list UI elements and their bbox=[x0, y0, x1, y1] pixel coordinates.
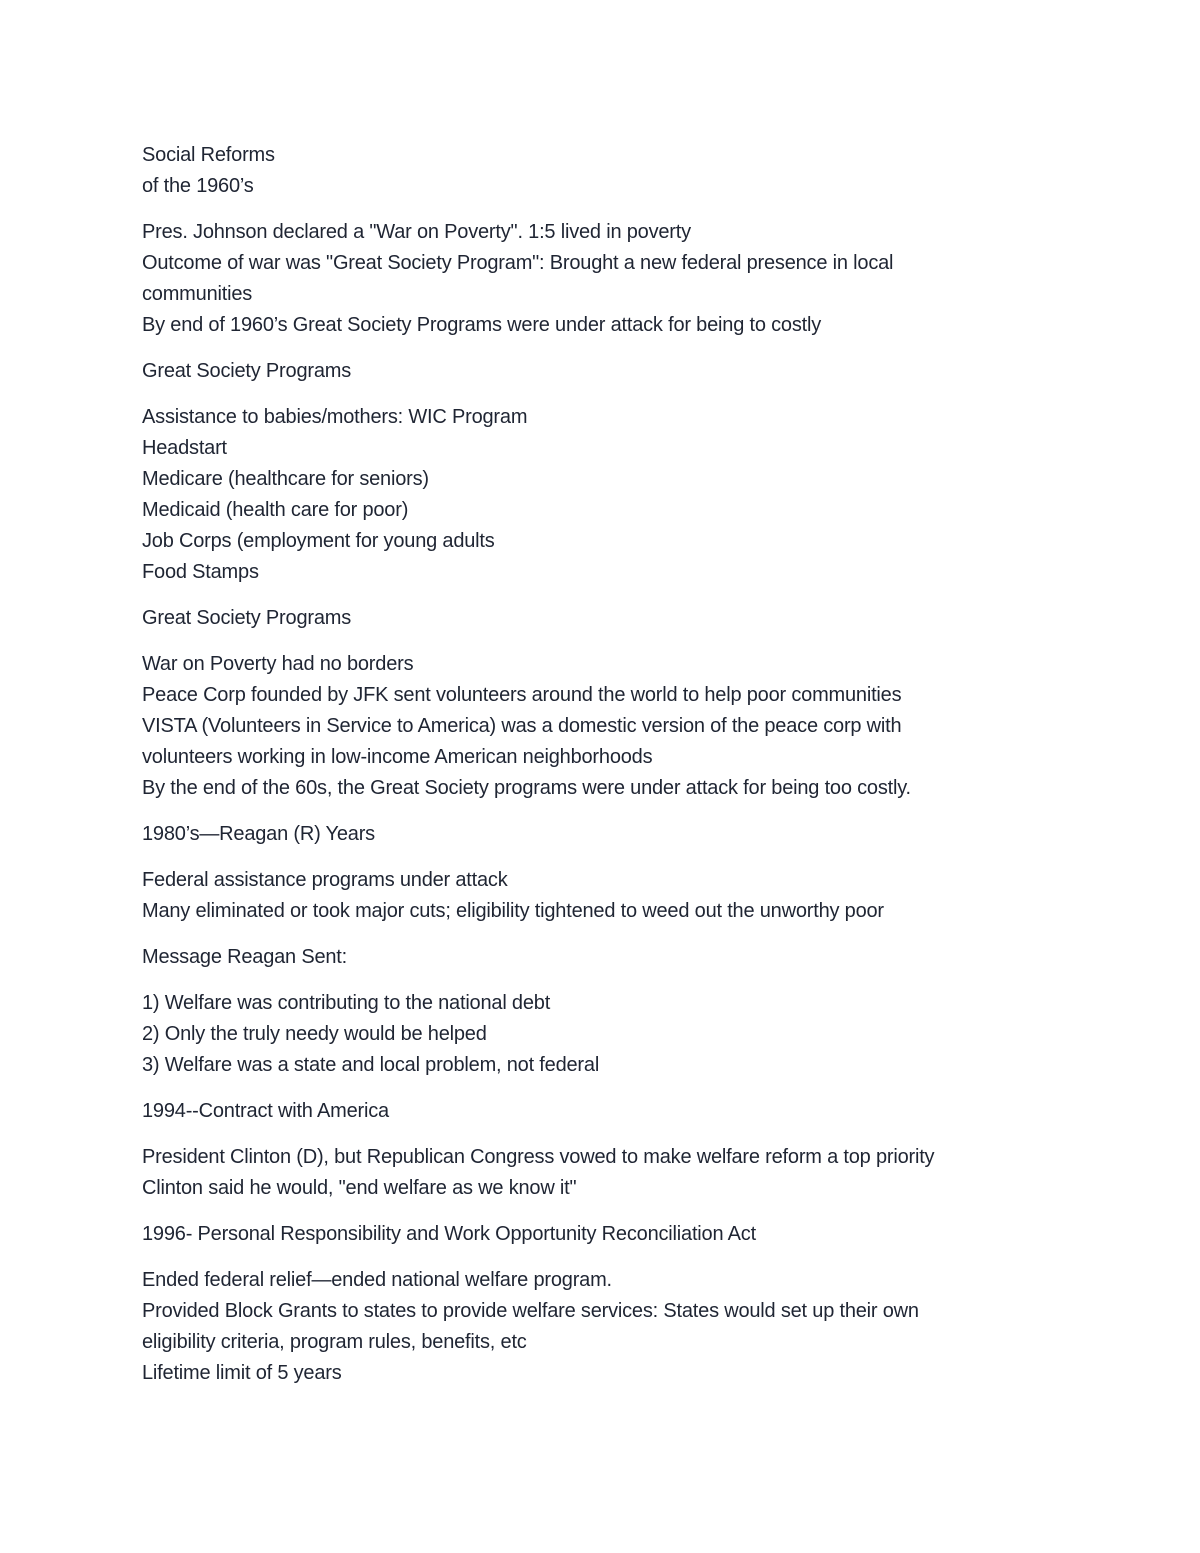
list-item: Headstart bbox=[142, 437, 227, 459]
text-line: Lifetime limit of 5 years bbox=[142, 1362, 342, 1384]
section-heading bbox=[142, 356, 1042, 387]
text-line: Peace Corp founded by JFK sent volunteers around the world to help poor communities bbox=[142, 684, 902, 706]
war-on-poverty-paragraph bbox=[142, 217, 1042, 341]
list-item: Medicaid (health care for poor) bbox=[142, 499, 409, 521]
text-line: communities bbox=[142, 283, 253, 305]
document-title: Social Reforms bbox=[142, 144, 275, 166]
section-heading bbox=[142, 1096, 1042, 1127]
clinton-paragraph bbox=[142, 1142, 1042, 1204]
numbered-item: 2) Only the truly needy would be helped bbox=[142, 1023, 487, 1045]
list-item: Assistance to babies/mothers: WIC Program bbox=[142, 406, 528, 428]
text-line: Pres. Johnson declared a "War on Poverty". 1:5 lived in poverty bbox=[142, 221, 691, 243]
text-line: By the end of the 60s, the Great Society programs were under attack for being too costly. bbox=[142, 777, 911, 799]
section-heading bbox=[142, 603, 1042, 634]
numbered-item: 3) Welfare was a state and local problem, not federal bbox=[142, 1054, 600, 1076]
list-item: Medicare (healthcare for seniors) bbox=[142, 468, 429, 490]
document-body bbox=[142, 140, 1042, 1404]
no-borders-paragraph bbox=[142, 649, 1042, 804]
title-block bbox=[142, 140, 1042, 202]
heading-prwora-1996: 1996- Personal Responsibility and Work Opportunity Reconciliation Act bbox=[142, 1223, 756, 1245]
reagan-message-list bbox=[142, 988, 1042, 1081]
text-line: Ended federal relief—ended national welfare program. bbox=[142, 1269, 612, 1291]
heading-reagan-years: 1980’s—Reagan (R) Years bbox=[142, 823, 375, 845]
text-line: eligibility criteria, program rules, benefits, etc bbox=[142, 1331, 527, 1353]
text-line: Provided Block Grants to states to provide welfare services: States would set up their own bbox=[142, 1300, 919, 1322]
heading-great-society-programs: Great Society Programs bbox=[142, 607, 352, 629]
section-heading bbox=[142, 819, 1042, 850]
reagan-paragraph bbox=[142, 865, 1042, 927]
heading-contract-with-america: 1994--Contract with America bbox=[142, 1100, 389, 1122]
section-heading bbox=[142, 1219, 1042, 1250]
list-item: Food Stamps bbox=[142, 561, 259, 583]
act-paragraph bbox=[142, 1265, 1042, 1389]
heading-great-society-programs: Great Society Programs bbox=[142, 360, 352, 382]
text-line: Outcome of war was "Great Society Program": Brought a new federal presence in local bbox=[142, 252, 894, 274]
heading-message-reagan-sent: Message Reagan Sent: bbox=[142, 946, 348, 968]
section-heading bbox=[142, 942, 1042, 973]
document-subtitle: of the 1960’s bbox=[142, 175, 254, 197]
text-line: Federal assistance programs under attack bbox=[142, 869, 508, 891]
list-item: Job Corps (employment for young adults bbox=[142, 530, 495, 552]
text-line: Clinton said he would, "end welfare as we know it" bbox=[142, 1177, 577, 1199]
text-line: War on Poverty had no borders bbox=[142, 653, 414, 675]
text-line: By end of 1960’s Great Society Programs were under attack for being to costly bbox=[142, 314, 822, 336]
text-line: President Clinton (D), but Republican Congress vowed to make welfare reform a top priority bbox=[142, 1146, 935, 1168]
programs-list bbox=[142, 402, 1042, 588]
text-line: VISTA (Volunteers in Service to America) was a domestic version of the peace corp with bbox=[142, 715, 902, 737]
numbered-item: 1) Welfare was contributing to the national debt bbox=[142, 992, 551, 1014]
text-line: volunteers working in low-income American neighborhoods bbox=[142, 746, 653, 768]
text-line: Many eliminated or took major cuts; eligibility tightened to weed out the unworthy poor bbox=[142, 900, 884, 922]
